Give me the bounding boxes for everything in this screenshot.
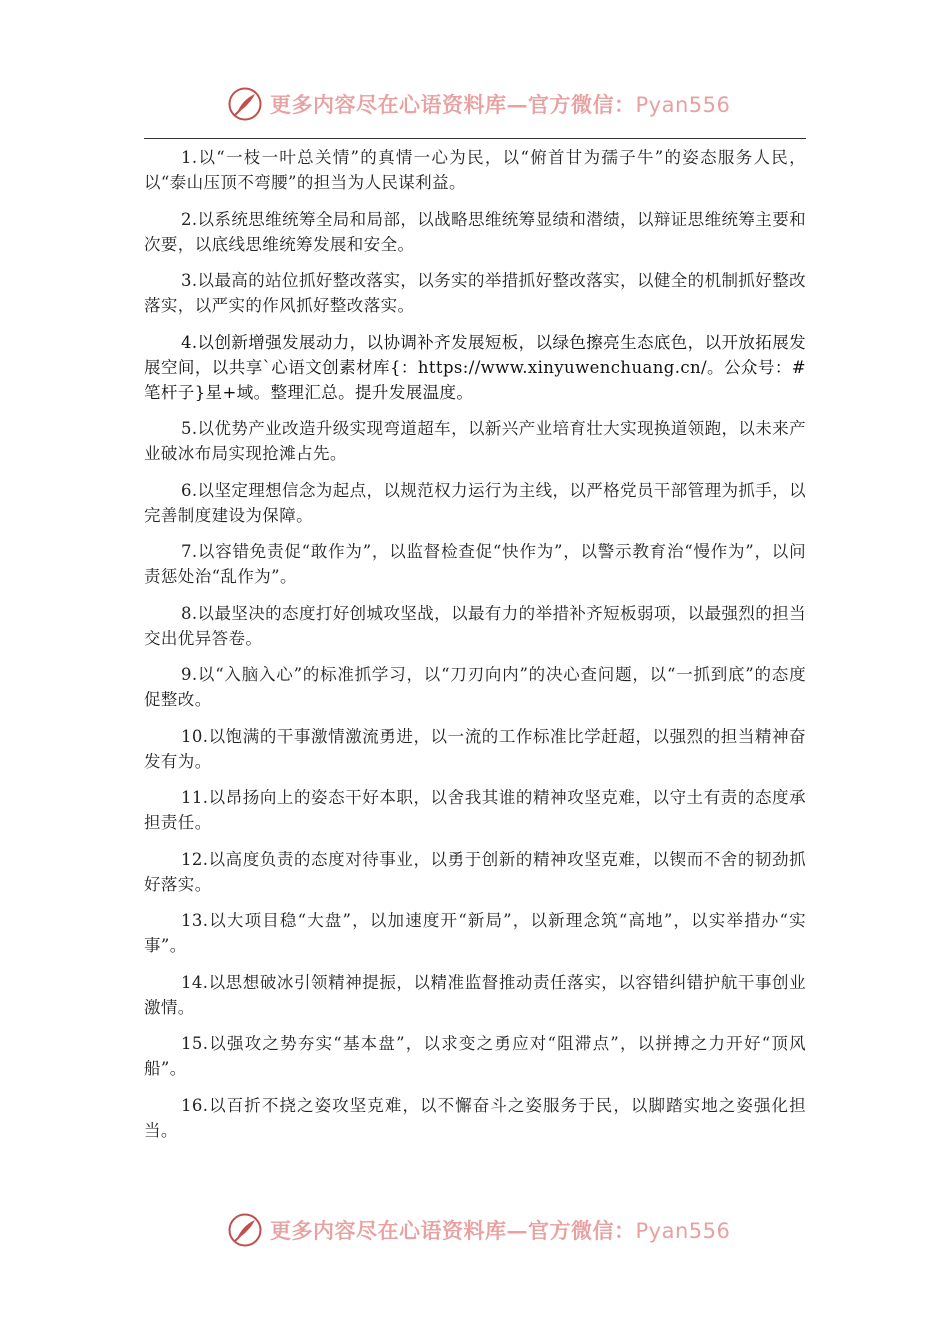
paragraph-2: 2.以系统思维统筹全局和局部，以战略思维统筹显绩和潜绩，以辩证思维统筹主要和次要，以底线思维统筹发展和安全。 [144, 209, 806, 254]
paragraph-7: 7.以容错免责促“敢作为”，以监督检查促“快作为”，以警示教育治“慢作为”，以问责惩处治“乱作为”。 [144, 542, 806, 586]
quill-pen-icon [228, 1213, 262, 1247]
footer-wechat-id: Pyan556 [635, 1219, 731, 1243]
paragraph-3: 3.以最高的站位抓好整改落实，以务实的举措抓好整改落实，以健全的机制抓好整改落实，以严实的作风抓好整改落实。 [144, 271, 806, 315]
paragraph-15: 15.以强攻之势夯实“基本盘”，以求变之勇应对“阻滞点”，以拼搏之力开好“顶风船”。 [144, 1034, 806, 1078]
paragraph-12: 12.以高度负责的态度对待事业，以勇于创新的精神攻坚克难，以锲而不舍的韧劲抓好落实。 [144, 849, 806, 894]
header-banner-text [270, 89, 730, 119]
footer-slogan: 更多内容尽在心语资料库—官方微信： [270, 1218, 636, 1243]
paragraph-14: 14.以思想破冰引领精神提振，以精准监督推动责任落实，以容错纠错护航干事创业激情。 [144, 972, 806, 1017]
footer-banner [228, 1210, 748, 1250]
footer-banner-text [270, 1215, 730, 1245]
paragraph-5: 5.以优势产业改造升级实现弯道超车，以新兴产业培育壮大实现换道领跑，以未来产业破冰布局实现抢滩占先。 [144, 419, 806, 463]
paragraph-10: 10.以饱满的干事激情激流勇进，以一流的工作标准比学赶超，以强烈的担当精神奋发有为。 [144, 726, 806, 771]
paragraph-4: 4.以创新增强发展动力，以协调补齐发展短板，以绿色擦亮生态底色，以开放拓展发展空间，以共享`心语文创素材库{：https://www.xinyuwenchuang.cn/。公众号：#笔杆子}星+域。整理汇总。提升发展温度。 [144, 332, 806, 402]
header-wechat-id: Pyan556 [635, 93, 731, 117]
paragraph-6: 6.以坚定理想信念为起点，以规范权力运行为主线，以严格党员干部管理为抓手，以完善制度建设为保障。 [144, 480, 806, 525]
paragraph-13: 13.以大项目稳“大盘”，以加速度开“新局”，以新理念筑“高地”，以实举措办“实事”。 [144, 911, 806, 955]
quill-pen-icon [228, 87, 262, 121]
header-banner [228, 84, 748, 124]
paragraph-9: 9.以“入脑入心”的标准抓学习，以“刀刃向内”的决心查问题，以“一抓到底”的态度促整改。 [144, 665, 806, 709]
paragraph-1: 1.以“一枝一叶总关情”的真情一心为民，以“俯首甘为孺子牛”的姿态服务人民，以“泰山压顶不弯腰”的担当为人民谋利益。 [144, 148, 806, 192]
header-divider [144, 138, 806, 139]
document-body [144, 145, 806, 1154]
paragraph-16: 16.以百折不挠之姿攻坚克难，以不懈奋斗之姿服务于民，以脚踏实地之姿强化担当。 [144, 1095, 806, 1140]
paragraph-11: 11.以昂扬向上的姿态干好本职，以舍我其谁的精神攻坚克难，以守土有责的态度承担责任。 [144, 788, 806, 832]
header-slogan: 更多内容尽在心语资料库—官方微信： [270, 92, 636, 117]
paragraph-8: 8.以最坚决的态度打好创城攻坚战，以最有力的举措补齐短板弱项，以最强烈的担当交出优异答卷。 [144, 603, 806, 648]
